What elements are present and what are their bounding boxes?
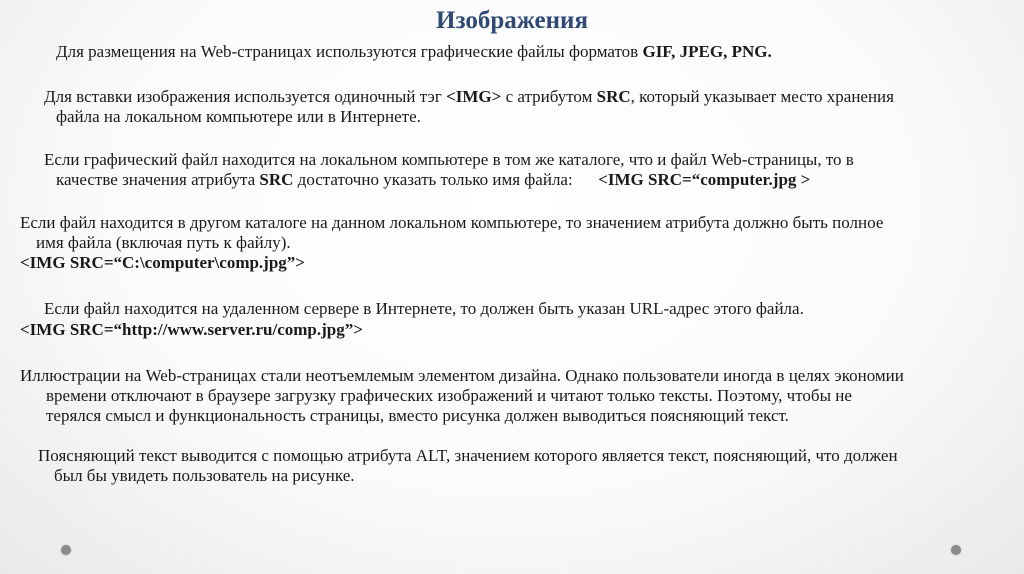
alt-line1: Поясняющий текст выводится с помощью атрибута ALT, значением которого является текст, поясняющий, что должен (38, 446, 898, 465)
illustrations-line1: Иллюстрации на Web-страницах стали неотъемлемым элементом дизайна. Однако пользователи иногда в целях экономии (20, 366, 904, 385)
other-dir-line2: имя файла (включая путь к файлу). (36, 233, 291, 252)
img-tag-text-e: , который указывает место хранения (630, 87, 894, 106)
src-attr: SRC (596, 87, 631, 106)
remote-line1: Если файл находится на удаленном сервере в Интернете, то должен быть указан URL-адрес этого файла. (44, 299, 804, 318)
paragraph-img-tag (44, 87, 894, 127)
corner-dot-right (951, 545, 961, 555)
local-file-code: <IMG SRC=“computer.jpg > (598, 170, 811, 189)
other-dir-code: <IMG SRC=“C:\computer\comp.jpg”> (20, 253, 305, 272)
paragraph-alt (38, 446, 898, 486)
alt-line2: был бы увидеть пользователь на рисунке. (54, 466, 355, 485)
img-tag-code: <IMG> (446, 87, 502, 106)
local-file-text-a: качестве значения атрибута (56, 170, 260, 189)
img-tag-text-a: Для вставки изображения используется одиночный тэг (44, 87, 447, 106)
illustrations-line2: времени отключают в браузере загрузку графических изображений и читают только тексты. Поэтому, чтобы не (46, 386, 852, 405)
img-tag-text-c: с атрибутом (501, 87, 597, 106)
illustrations-line3: терялся смысл и функциональность страницы, вместо рисунка должен выводиться поясняющий текст. (46, 406, 789, 425)
img-tag-line2: файла на локальном компьютере или в Интернете. (56, 107, 421, 126)
formats-list: GIF, JPEG, PNG. (642, 42, 772, 61)
paragraph-remote (44, 299, 804, 319)
paragraph-local-file (44, 150, 854, 190)
remote-code: <IMG SRC=“http://www.server.ru/comp.jpg”> (20, 320, 363, 339)
local-file-line1: Если графический файл находится на локальном компьютере в том же каталоге, что и файл Web-страницы, то в (44, 150, 854, 169)
formats-text: Для размещения на Web-страницах используются графические файлы форматов (56, 42, 643, 61)
corner-dot-left (61, 545, 71, 555)
paragraph-illustrations (20, 366, 904, 426)
local-file-text-c: достаточно указать только имя файла: (293, 170, 599, 189)
paragraph-other-dir (20, 213, 883, 273)
other-dir-line1: Если файл находится в другом каталоге на данном локальном компьютере, то значением атрибута должно быть полное (20, 213, 884, 232)
paragraph-formats (56, 42, 772, 62)
local-file-src: SRC (259, 170, 294, 189)
slide-title: Изображения (436, 7, 588, 34)
